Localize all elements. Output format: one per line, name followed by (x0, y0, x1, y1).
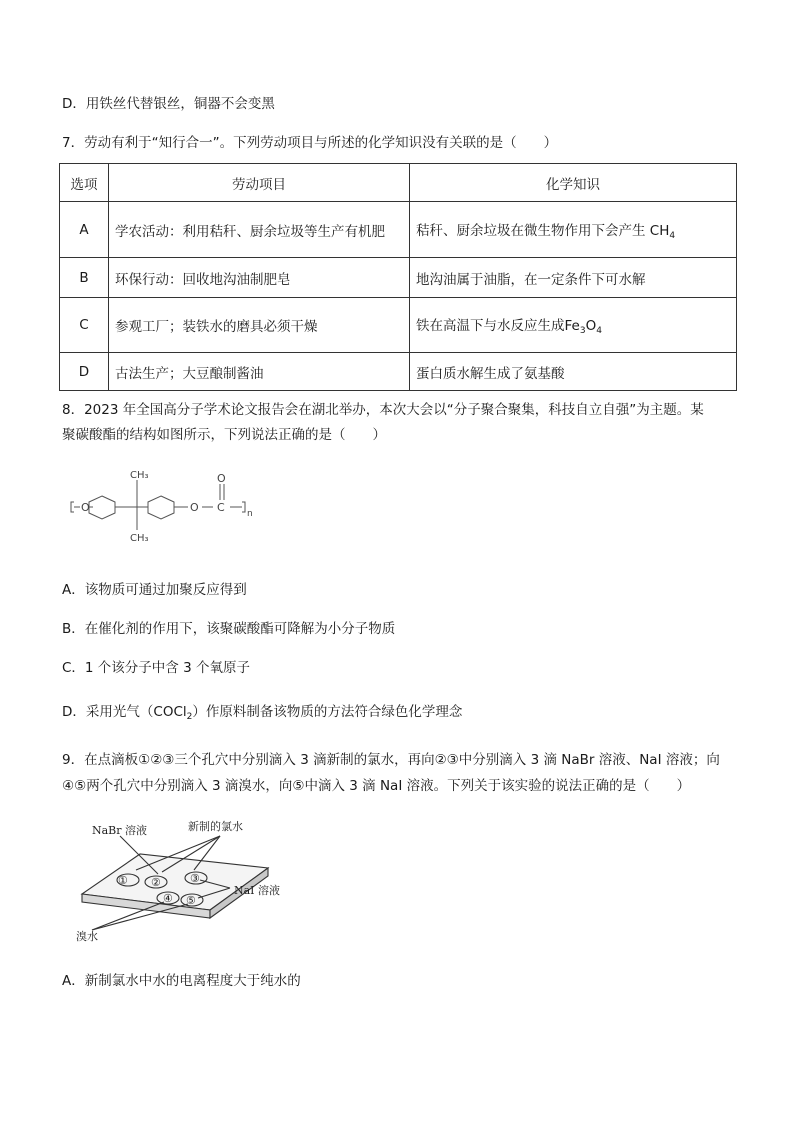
row-labor: 参观工厂；装铁水的磨具必须干燥 (109, 298, 410, 353)
option-d-pre: D．采用光气（COCl (62, 704, 187, 720)
knowledge-subscript: 4 (596, 326, 602, 336)
label-nabr: NaBr 溶液 (92, 824, 148, 837)
row-knowledge: 蛋白质水解生成了氨基酸 (410, 353, 737, 391)
header-option: 选项 (60, 164, 109, 202)
q9-stem-line1: 9．在点滴板①②③三个孔穴中分别滴入 3 滴新制的氯水，再向②③中分别滴入 3 滴 NaBr 溶液、NaI 溶液；向 (62, 752, 720, 768)
label-bromine: 溴水 (76, 930, 98, 943)
header-labor: 劳动项目 (109, 164, 410, 202)
q7-table (59, 163, 737, 391)
row-labor: 环保行动：回收地沟油制肥皂 (109, 258, 410, 298)
table-row (60, 353, 737, 391)
table-row (60, 258, 737, 298)
row-labor: 学农活动：利用秸秆、厨余垃圾等生产有机肥 (109, 202, 410, 258)
q8-option-c: C．1 个该分子中含 3 个氧原子 (62, 660, 250, 676)
well-label-5: ⑤ (186, 894, 196, 907)
q8-option-d (62, 700, 462, 722)
polycarbonate-structure-figure (62, 466, 277, 546)
row-labor: 古法生产；大豆酿制酱油 (109, 353, 410, 391)
o-right: O (190, 501, 199, 514)
q8-stem-line1: 8．2023 年全国高分子学术论文报告会在湖北举办，本次大会以“分子聚合聚集，科技自立自强”为主题。某 (62, 402, 704, 418)
c-carbonyl: C (217, 501, 225, 514)
row-knowledge (410, 298, 737, 353)
q8-stem-line2: 聚碳酸酯的结构如图所示，下列说法正确的是（ ） (62, 427, 386, 443)
table-row (60, 298, 737, 353)
q8-option-b: B．在催化剂的作用下，该聚碳酸酯可降解为小分子物质 (62, 621, 396, 637)
option-d-sub: 2 (186, 712, 193, 722)
well-label-3: ③ (190, 872, 200, 885)
well-label-1: ① (118, 874, 128, 887)
option-d-post: ）作原料制备该物质的方法符合绿色化学理念 (192, 704, 463, 720)
knowledge-text: 秸秆、厨余垃圾在微生物作用下会产生 CH (416, 222, 670, 239)
o-carbonyl: O (217, 472, 226, 485)
knowledge-tail: O (585, 318, 597, 334)
table-header-row (60, 164, 737, 202)
knowledge-subscript: 3 (579, 326, 586, 336)
ch3-top: CH₃ (130, 470, 149, 481)
o-left: O (81, 501, 90, 514)
ch3-bottom: CH₃ (130, 533, 149, 544)
spot-plate-figure (70, 814, 290, 944)
benzene-ring-right (148, 496, 174, 519)
q8-option-a: A．该物质可通过加聚反应得到 (62, 582, 247, 598)
q9-option-a: A．新制氯水中水的电离程度大于纯水的 (62, 973, 301, 989)
left-bracket (71, 502, 74, 512)
row-option: C (60, 298, 109, 353)
row-knowledge: 地沟油属于油脂，在一定条件下可水解 (410, 258, 737, 298)
table-row (60, 202, 737, 258)
well-label-4: ④ (163, 892, 173, 905)
n-subscript: n (247, 509, 253, 519)
header-knowledge: 化学知识 (410, 164, 737, 202)
row-option: A (60, 202, 109, 258)
knowledge-text: 铁在高温下与水反应生成Fe (416, 318, 580, 334)
label-chlorine: 新制的氯水 (188, 820, 243, 833)
right-bracket (242, 502, 245, 512)
q9-stem-line2: ④⑤两个孔穴中分别滴入 3 滴溴水，向⑤中滴入 3 滴 NaI 溶液。下列关于该实验的说法正确的是（ ） (62, 778, 691, 794)
well-label-2: ② (151, 876, 161, 889)
row-knowledge (410, 202, 737, 258)
knowledge-subscript: 4 (669, 230, 676, 241)
q6-option-d: D．用铁丝代替银丝，铜器不会变黑 (62, 96, 275, 112)
label-nai: NaI 溶液 (234, 884, 281, 897)
q7-stem: 7．劳动有利于“知行合一”。下列劳动项目与所述的化学知识没有关联的是（ ） (62, 135, 558, 151)
row-option: B (60, 258, 109, 298)
row-option: D (60, 353, 109, 391)
